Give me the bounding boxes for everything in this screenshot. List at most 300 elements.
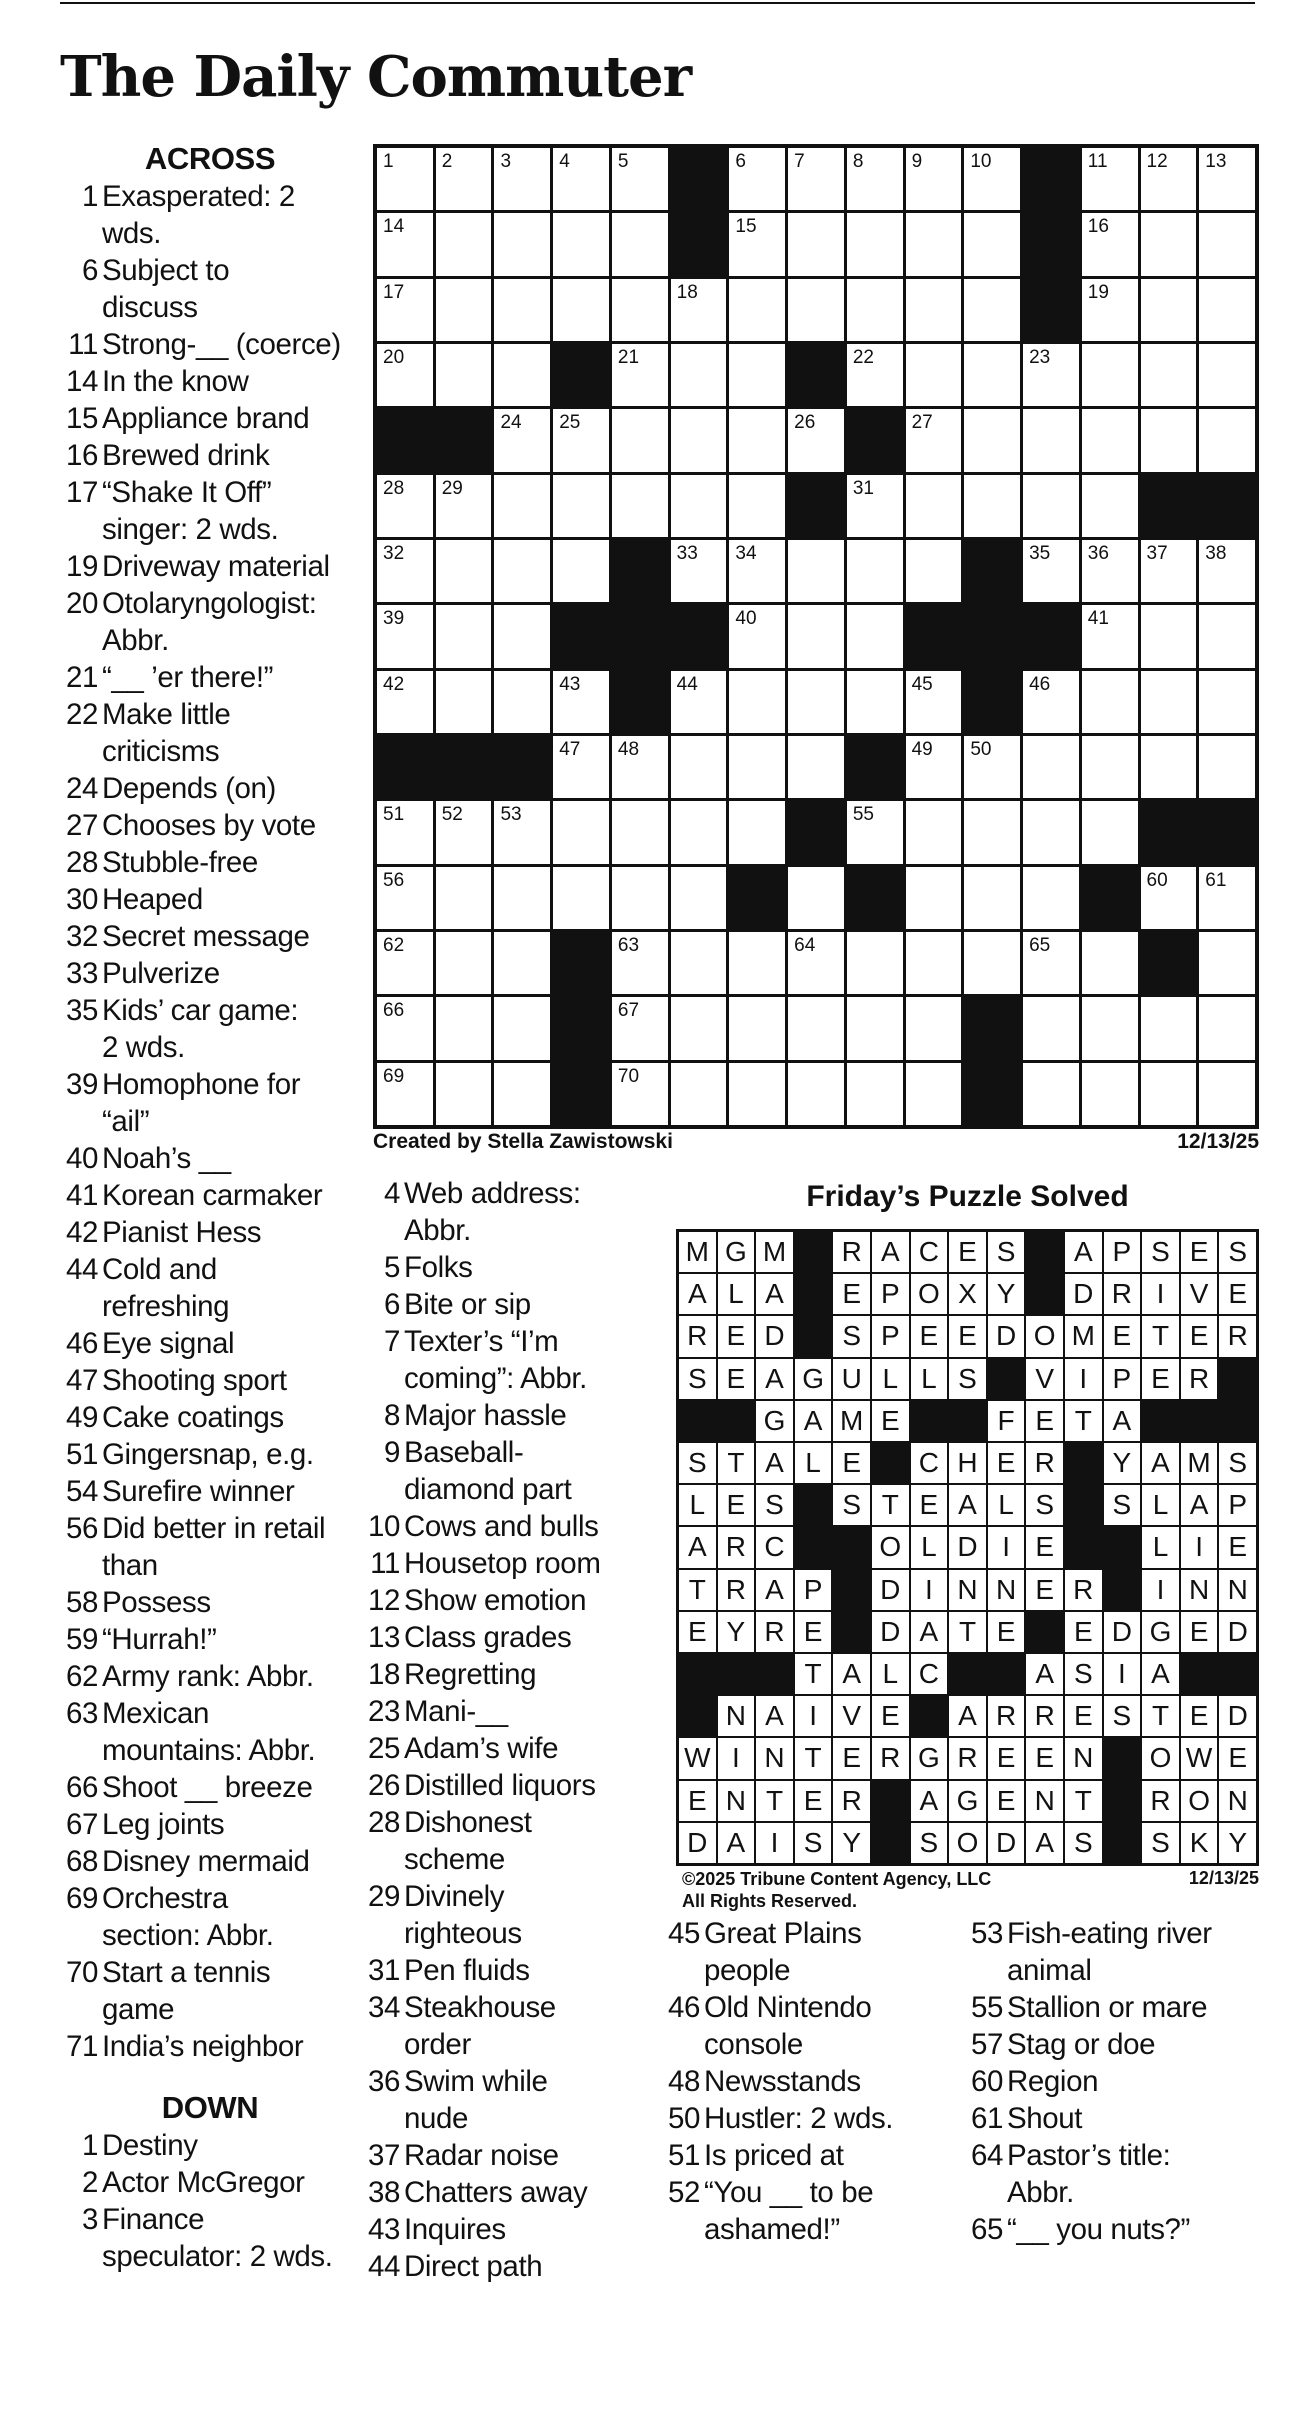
grid-cell[interactable] — [1199, 409, 1255, 471]
grid-cell[interactable] — [729, 736, 785, 798]
grid-cell[interactable] — [553, 148, 609, 210]
clue-text — [102, 1880, 360, 1954]
solved-cell: G — [756, 1401, 793, 1441]
grid-cell[interactable] — [436, 475, 492, 537]
grid-cell[interactable] — [1082, 279, 1138, 341]
grid-cell[interactable] — [1141, 605, 1197, 667]
grid-cell[interactable] — [494, 932, 550, 994]
grid-cell[interactable] — [788, 213, 844, 275]
solved-cell: N — [718, 1696, 755, 1736]
grid-cell[interactable] — [1082, 671, 1138, 733]
grid-cell[interactable] — [612, 409, 668, 471]
solved-cell-black — [1026, 1274, 1063, 1314]
clue-line: Bite or sip — [404, 1288, 531, 1321]
grid-cell[interactable] — [494, 540, 550, 602]
grid-cell-black — [612, 671, 668, 733]
clue — [60, 1658, 360, 1695]
grid-cell[interactable] — [1199, 736, 1255, 798]
solved-cell: A — [1026, 1654, 1063, 1694]
grid-cell[interactable] — [906, 671, 962, 733]
grid-cell[interactable] — [553, 671, 609, 733]
grid-cell[interactable] — [729, 213, 785, 275]
grid-cell[interactable] — [1082, 605, 1138, 667]
grid-cell[interactable] — [729, 279, 785, 341]
grid-cell[interactable] — [671, 279, 727, 341]
grid-cell[interactable] — [671, 932, 727, 994]
grid-cell[interactable] — [612, 1063, 668, 1125]
grid-cell[interactable] — [377, 605, 433, 667]
grid-cell[interactable] — [1141, 540, 1197, 602]
grid-cell[interactable] — [377, 540, 433, 602]
grid-cell[interactable] — [1082, 475, 1138, 537]
clue-line: Fish-eating river — [1007, 1917, 1212, 1950]
grid-cell[interactable] — [1199, 605, 1255, 667]
grid-cell[interactable] — [494, 671, 550, 733]
clue-line: Cake coatings — [102, 1401, 284, 1434]
grid-cell[interactable] — [494, 475, 550, 537]
clue-text — [102, 1621, 360, 1658]
grid-cell[interactable] — [1199, 997, 1255, 1059]
grid-cell[interactable] — [964, 932, 1020, 994]
grid-cell[interactable] — [377, 1063, 433, 1125]
grid-cell-black — [729, 867, 785, 929]
grid-cell[interactable] — [1023, 409, 1079, 471]
grid-cell[interactable] — [494, 867, 550, 929]
copyright — [682, 1868, 991, 1912]
grid-cell[interactable] — [671, 344, 727, 406]
grid-cell[interactable] — [553, 213, 609, 275]
clue-line: Cold and — [102, 1253, 217, 1286]
clue-number: 63 — [65, 1697, 98, 1730]
grid-cell[interactable] — [377, 932, 433, 994]
grid-cell[interactable] — [964, 344, 1020, 406]
grid-cell[interactable] — [494, 344, 550, 406]
grid-cell[interactable] — [847, 213, 903, 275]
solved-cell: I — [988, 1527, 1025, 1567]
cell-number: 2 — [441, 151, 453, 172]
grid-cell[interactable] — [671, 736, 727, 798]
grid-cell[interactable] — [788, 148, 844, 210]
grid-cell-black — [494, 736, 550, 798]
grid-cell[interactable] — [671, 867, 727, 929]
author-credit: Created by Stella Zawistowski — [373, 1130, 673, 1153]
clue-text — [102, 696, 360, 770]
solved-cell: S — [949, 1359, 986, 1399]
clue-text — [1007, 1915, 1265, 1989]
clue — [60, 770, 360, 807]
grid-cell[interactable] — [553, 736, 609, 798]
grid-cell[interactable] — [612, 475, 668, 537]
grid-cell[interactable] — [1141, 867, 1197, 929]
grid-cell[interactable] — [788, 867, 844, 929]
solved-cell: E — [833, 1738, 870, 1778]
solved-cell: N — [949, 1570, 986, 1610]
clue-line: discuss — [102, 291, 198, 324]
grid-cell[interactable] — [964, 279, 1020, 341]
clue-line: Strong-__ (coerce) — [102, 328, 341, 361]
clue-text — [404, 1878, 662, 1952]
grid-cell[interactable] — [1141, 736, 1197, 798]
solved-cell-black — [1104, 1570, 1141, 1610]
grid-cell[interactable] — [1023, 932, 1079, 994]
clue-line: Inquires — [404, 2213, 506, 2246]
grid-cell[interactable] — [847, 671, 903, 733]
clue — [60, 437, 360, 474]
cell-number: 27 — [911, 412, 933, 434]
grid-cell[interactable] — [964, 801, 1020, 863]
grid-cell[interactable] — [612, 932, 668, 994]
solved-cell: Y — [988, 1274, 1025, 1314]
grid-cell[interactable] — [1199, 932, 1255, 994]
clue-text — [102, 1436, 360, 1473]
grid-cell[interactable] — [964, 409, 1020, 471]
solved-cell: L — [988, 1485, 1025, 1525]
grid-cell[interactable] — [847, 475, 903, 537]
grid-cell[interactable] — [1082, 932, 1138, 994]
solved-cell: A — [756, 1274, 793, 1314]
clue — [60, 1325, 360, 1362]
grid-cell[interactable] — [1199, 540, 1255, 602]
clue — [60, 1251, 360, 1325]
grid-cell[interactable] — [1082, 1063, 1138, 1125]
grid-cell[interactable] — [494, 605, 550, 667]
clue-text — [102, 548, 360, 585]
solved-cell: D — [1219, 1612, 1256, 1652]
grid-cell[interactable] — [436, 148, 492, 210]
cell-number: 48 — [617, 738, 640, 760]
grid-cell[interactable] — [436, 1063, 492, 1125]
grid-cell[interactable] — [964, 736, 1020, 798]
grid-cell-black — [788, 801, 844, 863]
clue-number: 14 — [65, 365, 98, 398]
grid-cell[interactable] — [553, 867, 609, 929]
clue-line: Subject to — [102, 254, 230, 287]
grid-cell[interactable] — [1023, 997, 1079, 1059]
clue — [362, 1397, 662, 1434]
clue-text — [404, 1397, 662, 1434]
grid-cell[interactable] — [788, 409, 844, 471]
grid-cell[interactable] — [847, 148, 903, 210]
clue-line: ashamed!” — [704, 2213, 840, 2246]
cell-number: 38 — [1205, 542, 1227, 564]
grid-cell[interactable] — [377, 213, 433, 275]
cell-number: 67 — [617, 1000, 640, 1022]
grid-cell[interactable] — [729, 1063, 785, 1125]
grid-cell[interactable] — [729, 671, 785, 733]
grid-cell[interactable] — [612, 867, 668, 929]
grid-cell[interactable] — [906, 932, 962, 994]
grid-cell[interactable] — [788, 1063, 844, 1125]
cell-number: 43 — [559, 673, 581, 695]
grid-cell[interactable] — [729, 148, 785, 210]
grid-cell[interactable] — [729, 605, 785, 667]
grid-cell[interactable] — [788, 932, 844, 994]
clue-line: Web address: — [404, 1177, 581, 1210]
clue-number: 36 — [367, 2065, 400, 2098]
grid-cell[interactable] — [1023, 344, 1079, 406]
grid-cell[interactable] — [1082, 997, 1138, 1059]
solved-cell: A — [833, 1654, 870, 1694]
clue-text — [404, 1249, 662, 1286]
grid-cell[interactable] — [1141, 213, 1197, 275]
grid-cell[interactable] — [377, 148, 433, 210]
grid-cell[interactable] — [436, 801, 492, 863]
grid-cell[interactable] — [847, 932, 903, 994]
clue-number: 5 — [383, 1251, 400, 1284]
grid-cell[interactable] — [906, 736, 962, 798]
grid-cell[interactable] — [494, 409, 550, 471]
grid-cell[interactable] — [377, 801, 433, 863]
clue-line: Housetop room — [404, 1547, 601, 1580]
grid-cell[interactable] — [436, 213, 492, 275]
grid-cell[interactable] — [1082, 801, 1138, 863]
grid-cell[interactable] — [847, 279, 903, 341]
grid-cell[interactable] — [494, 213, 550, 275]
grid-cell[interactable] — [671, 540, 727, 602]
grid-cell[interactable] — [436, 867, 492, 929]
grid-cell[interactable] — [553, 279, 609, 341]
grid-cell[interactable] — [436, 671, 492, 733]
clue — [362, 1767, 662, 1804]
clue-line: Cows and bulls — [404, 1510, 599, 1543]
solved-cell: D — [988, 1823, 1025, 1863]
solved-cell: E — [679, 1612, 716, 1652]
grid-cell[interactable] — [1082, 344, 1138, 406]
cell-number: 46 — [1029, 673, 1051, 695]
grid-cell-black — [1023, 213, 1079, 275]
grid-cell[interactable] — [906, 867, 962, 929]
grid-cell[interactable] — [1141, 344, 1197, 406]
solved-cell-black — [1104, 1738, 1141, 1778]
grid-cell[interactable] — [729, 997, 785, 1059]
grid-cell[interactable] — [964, 213, 1020, 275]
grid-cell[interactable] — [1199, 1063, 1255, 1125]
solved-cell: E — [795, 1781, 832, 1821]
grid-cell[interactable] — [1023, 1063, 1079, 1125]
grid-cell[interactable] — [1141, 1063, 1197, 1125]
grid-cell[interactable] — [1199, 279, 1255, 341]
grid-cell[interactable] — [906, 344, 962, 406]
clue-line: Stallion or mare — [1007, 1991, 1208, 2024]
grid-cell[interactable] — [671, 1063, 727, 1125]
grid-cell[interactable] — [612, 801, 668, 863]
clue — [362, 2174, 662, 2211]
solved-cell: N — [1219, 1781, 1256, 1821]
grid-cell[interactable] — [847, 997, 903, 1059]
grid-cell[interactable] — [964, 475, 1020, 537]
solved-cell: L — [795, 1443, 832, 1483]
clue-line: Class grades — [404, 1621, 572, 1654]
clue-number: 31 — [367, 1954, 400, 1987]
grid-cell[interactable] — [436, 344, 492, 406]
grid-cell[interactable] — [1023, 540, 1079, 602]
grid-cell[interactable] — [1023, 671, 1079, 733]
solved-cell: Y — [1104, 1443, 1141, 1483]
grid-cell[interactable] — [436, 997, 492, 1059]
grid-cell[interactable] — [494, 279, 550, 341]
grid-cell[interactable] — [1199, 148, 1255, 210]
grid-cell[interactable] — [729, 475, 785, 537]
grid-cell[interactable] — [1199, 344, 1255, 406]
grid-cell[interactable] — [494, 1063, 550, 1125]
grid-cell[interactable] — [553, 475, 609, 537]
grid-cell[interactable] — [847, 540, 903, 602]
grid-cell[interactable] — [1082, 213, 1138, 275]
grid-cell[interactable] — [553, 801, 609, 863]
grid-cell[interactable] — [906, 997, 962, 1059]
grid-cell[interactable] — [788, 997, 844, 1059]
grid-cell[interactable] — [1199, 867, 1255, 929]
grid-cell[interactable] — [1023, 475, 1079, 537]
grid-cell[interactable] — [906, 279, 962, 341]
solved-cell: S — [679, 1443, 716, 1483]
grid-cell[interactable] — [612, 344, 668, 406]
grid-cell[interactable] — [671, 801, 727, 863]
grid-cell[interactable] — [847, 344, 903, 406]
grid-cell[interactable] — [1023, 867, 1079, 929]
grid-cell[interactable] — [788, 540, 844, 602]
grid-cell[interactable] — [494, 801, 550, 863]
cell-number: 1 — [383, 151, 394, 172]
clue-line: Driveway material — [102, 550, 330, 583]
clue-text — [404, 1989, 662, 2063]
solved-cell: R — [756, 1612, 793, 1652]
grid-cell[interactable] — [1141, 671, 1197, 733]
cell-number: 36 — [1087, 542, 1109, 564]
clue-line: wds. — [102, 217, 162, 250]
grid-cell[interactable] — [553, 409, 609, 471]
cell-number: 11 — [1087, 151, 1108, 172]
grid-cell[interactable] — [847, 801, 903, 863]
solved-cell: E — [988, 1781, 1025, 1821]
grid-cell[interactable] — [906, 409, 962, 471]
grid-cell[interactable] — [436, 932, 492, 994]
clue-line: Great Plains — [704, 1917, 862, 1950]
grid-cell-black — [964, 997, 1020, 1059]
grid-cell[interactable] — [377, 475, 433, 537]
clue-line: “__ you nuts?” — [1007, 2213, 1190, 2246]
grid-cell[interactable] — [847, 605, 903, 667]
clue-text — [102, 1843, 360, 1880]
grid-cell[interactable] — [729, 540, 785, 602]
grid-cell[interactable] — [436, 279, 492, 341]
solved-cell-black — [1219, 1359, 1256, 1399]
clue-number: 15 — [65, 402, 98, 435]
grid-cell[interactable] — [1082, 409, 1138, 471]
grid-cell[interactable] — [788, 736, 844, 798]
grid-cell[interactable] — [671, 997, 727, 1059]
clue-text — [102, 807, 360, 844]
cell-number: 25 — [559, 412, 581, 434]
grid-cell[interactable] — [788, 605, 844, 667]
cell-number: 23 — [1029, 346, 1051, 368]
cell-number: 32 — [383, 542, 405, 564]
clue-number: 68 — [65, 1845, 98, 1878]
clue-text — [102, 363, 360, 400]
grid-cell[interactable] — [906, 213, 962, 275]
solved-cell: E — [1181, 1612, 1218, 1652]
grid-cell[interactable] — [612, 213, 668, 275]
clue-text — [102, 1140, 360, 1177]
grid-cell[interactable] — [964, 867, 1020, 929]
grid-cell[interactable] — [1141, 997, 1197, 1059]
grid-cell[interactable] — [788, 279, 844, 341]
grid-cell[interactable] — [788, 671, 844, 733]
solved-cell: R — [988, 1696, 1025, 1736]
solved-cell: L — [911, 1527, 948, 1567]
grid-cell[interactable] — [1199, 671, 1255, 733]
grid-cell[interactable] — [729, 932, 785, 994]
grid-cell[interactable] — [1082, 148, 1138, 210]
grid-cell[interactable] — [729, 409, 785, 471]
clue-number: 40 — [65, 1142, 98, 1175]
cell-number: 3 — [500, 151, 512, 172]
clue-line: console — [704, 2028, 803, 2061]
clue-number: 46 — [65, 1327, 98, 1360]
clue-text — [102, 918, 360, 955]
grid-cell[interactable] — [847, 1063, 903, 1125]
grid-cell[interactable] — [1023, 801, 1079, 863]
grid-cell[interactable] — [906, 1063, 962, 1125]
cell-number: 65 — [1029, 934, 1051, 956]
solved-cell: A — [1065, 1232, 1102, 1272]
grid-cell[interactable] — [1023, 736, 1079, 798]
cell-number: 60 — [1146, 869, 1168, 891]
solved-cell: E — [1219, 1738, 1256, 1778]
grid-cell[interactable] — [377, 344, 433, 406]
grid-cell[interactable] — [494, 148, 550, 210]
clue-text — [102, 844, 360, 881]
grid-cell[interactable] — [1141, 409, 1197, 471]
clue-line: mountains: Abbr. — [102, 1734, 316, 1767]
grid-cell[interactable] — [436, 605, 492, 667]
solved-cell: R — [1219, 1316, 1256, 1356]
cell-number: 51 — [383, 804, 405, 826]
grid-cell[interactable] — [1082, 736, 1138, 798]
solved-cell: S — [1142, 1232, 1179, 1272]
grid-cell[interactable] — [1141, 148, 1197, 210]
grid-cell[interactable] — [612, 736, 668, 798]
grid-cell[interactable] — [377, 867, 433, 929]
clue-line: Shoot __ breeze — [102, 1771, 313, 1804]
grid-cell[interactable] — [671, 475, 727, 537]
grid-cell[interactable] — [612, 279, 668, 341]
grid-cell[interactable] — [906, 540, 962, 602]
grid-cell[interactable] — [377, 671, 433, 733]
grid-cell[interactable] — [436, 540, 492, 602]
grid-cell[interactable] — [1082, 540, 1138, 602]
grid-cell[interactable] — [906, 801, 962, 863]
grid-cell[interactable] — [729, 344, 785, 406]
grid-cell[interactable] — [612, 148, 668, 210]
grid-cell[interactable] — [906, 148, 962, 210]
clue-text — [404, 1175, 662, 1249]
grid-cell[interactable] — [964, 148, 1020, 210]
grid-cell[interactable] — [377, 279, 433, 341]
clue-line: Secret message — [102, 920, 310, 953]
grid-cell[interactable] — [612, 997, 668, 1059]
grid-cell[interactable] — [377, 997, 433, 1059]
grid-cell[interactable] — [729, 801, 785, 863]
grid-cell[interactable] — [1199, 213, 1255, 275]
cell-number: 37 — [1146, 542, 1168, 564]
grid-cell[interactable] — [906, 475, 962, 537]
grid-cell[interactable] — [1141, 279, 1197, 341]
grid-cell[interactable] — [553, 540, 609, 602]
grid-cell[interactable] — [494, 997, 550, 1059]
grid-cell[interactable] — [671, 671, 727, 733]
grid-cell[interactable] — [671, 409, 727, 471]
